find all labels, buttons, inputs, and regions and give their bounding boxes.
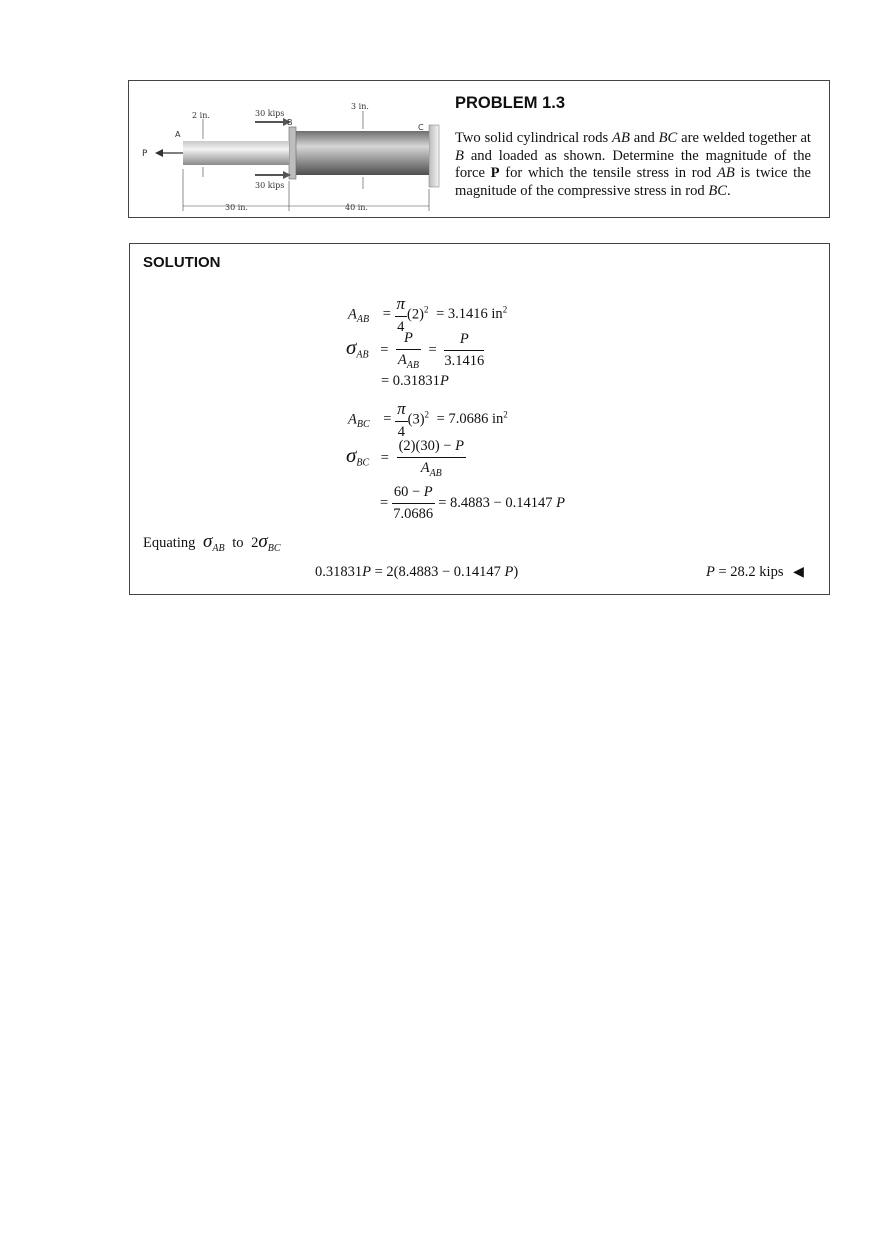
equation-area-bc <box>348 399 508 441</box>
label-2in: 2 in. <box>192 111 210 120</box>
subscript: BC <box>356 419 370 431</box>
var-a: A <box>348 411 357 428</box>
denominator: 4 <box>397 424 405 440</box>
label-load-bottom: 30 kips <box>255 181 285 190</box>
label-load-top: 30 kips <box>255 109 285 118</box>
problem-box <box>128 80 830 218</box>
unit-exponent: 2 <box>503 409 508 420</box>
result: = 8.4883 − 0.14147 <box>438 494 557 511</box>
sigma-symbol: σ <box>346 334 357 359</box>
denominator: 3.1416 <box>444 352 485 369</box>
text-segment: AB <box>612 130 630 146</box>
rod-bc <box>295 131 429 175</box>
wall-support <box>429 125 439 187</box>
solution-title: SOLUTION <box>143 254 221 271</box>
text-segment: B <box>455 147 464 164</box>
text-segment: is twice the magnitude of the compressive stress in rod <box>455 165 812 199</box>
var-p: P <box>706 564 715 580</box>
text-segment: P <box>490 165 500 181</box>
sigma-symbol: σ <box>346 442 357 467</box>
result: = 3.1416 in <box>436 306 503 323</box>
text-segment: are welded together at <box>677 130 811 146</box>
subscript: AB <box>356 349 369 361</box>
result: = 7.0686 in <box>436 411 504 428</box>
solution-box <box>129 243 830 595</box>
denominator: A <box>420 460 430 476</box>
close-paren: ) <box>513 564 519 580</box>
equals: = <box>380 494 389 511</box>
unit-exponent: 2 <box>502 304 508 315</box>
weld-collar <box>289 127 296 179</box>
var-p: P <box>556 494 565 511</box>
equals: = <box>428 341 437 358</box>
denominator: A <box>397 352 407 368</box>
subscript: BC <box>267 542 281 554</box>
text-segment: . <box>726 182 731 199</box>
text-segment: and loaded as shown. Determine the magnitude of the force <box>455 147 811 181</box>
label-a: A <box>175 130 181 139</box>
diameter-term: (3) <box>407 411 425 428</box>
var-p: P <box>439 373 449 389</box>
text-segment: for which the tensile stress in rod <box>499 165 717 181</box>
subscript: AB <box>356 314 370 326</box>
text-segment: Two solid cylindrical rods <box>455 130 613 146</box>
coefficient: 2 <box>251 535 259 551</box>
text-segment: and <box>629 130 659 146</box>
label-40in: 40 in. <box>345 203 368 212</box>
denominator: 4 <box>397 319 405 335</box>
fraction-p-over-value <box>444 331 484 370</box>
label-p: P <box>142 149 148 159</box>
equation-stress-ab <box>346 330 484 371</box>
answer-marker-icon: ◀ <box>793 564 804 580</box>
label-b: B <box>287 118 293 127</box>
equating-line <box>143 531 281 554</box>
answer-value: = 28.2 kips <box>714 564 784 580</box>
var-p: P <box>423 484 433 500</box>
p-arrowhead <box>155 149 163 157</box>
equation-stress-bc-result <box>380 484 565 523</box>
equation-stress-ab-result <box>381 373 449 390</box>
var-p: P <box>362 564 371 580</box>
equals: = <box>380 341 389 358</box>
text-segment: BC <box>708 182 727 199</box>
numerator: P <box>444 331 484 351</box>
sigma-symbol: σ <box>258 531 268 552</box>
fraction-force-over-area <box>397 438 466 479</box>
numerator: 60 − <box>393 484 424 500</box>
rod-figure <box>137 89 447 215</box>
diameter-term: (2) <box>407 306 424 323</box>
equals: = <box>382 306 391 323</box>
problem-statement <box>455 130 811 200</box>
equals: = <box>380 449 389 466</box>
exponent: 2 <box>424 409 430 420</box>
pi-symbol: π <box>395 399 408 422</box>
fraction-p-over-aab <box>396 330 421 371</box>
pi-symbol: π <box>395 294 408 317</box>
sigma-symbol: σ <box>202 531 213 552</box>
text-segment: AB <box>716 165 735 181</box>
subscript: AB <box>406 359 419 371</box>
final-equation <box>315 564 518 581</box>
numerator: P <box>396 330 421 350</box>
numerator: (2)(30) − <box>398 438 456 454</box>
pi-over-four <box>395 399 408 441</box>
text-segment: BC <box>658 130 678 146</box>
equating-word: Equating <box>143 535 196 551</box>
label-3in: 3 in. <box>351 102 369 111</box>
var-p: P <box>504 564 514 580</box>
rod-ab <box>183 141 289 165</box>
equals: = <box>383 411 392 428</box>
label-30in: 30 in. <box>225 203 248 212</box>
answer <box>706 564 804 581</box>
equation-stress-bc <box>346 438 466 479</box>
label-c: C <box>418 123 424 132</box>
to-word: to <box>232 535 244 551</box>
fraction-60-minus-p <box>392 484 435 523</box>
equation-body: = 2(8.4883 − 0.14147 <box>370 564 505 580</box>
problem-title: PROBLEM 1.3 <box>455 94 566 112</box>
coefficient: 0.31831 <box>315 564 363 580</box>
result: = 0.31831 <box>381 373 440 389</box>
var-p: P <box>455 438 464 454</box>
subscript: AB <box>429 467 442 479</box>
denominator: 7.0686 <box>393 506 434 522</box>
exponent: 2 <box>423 304 429 315</box>
subscript: AB <box>212 542 225 554</box>
subscript: BC <box>356 457 370 469</box>
var-a: A <box>348 306 357 323</box>
